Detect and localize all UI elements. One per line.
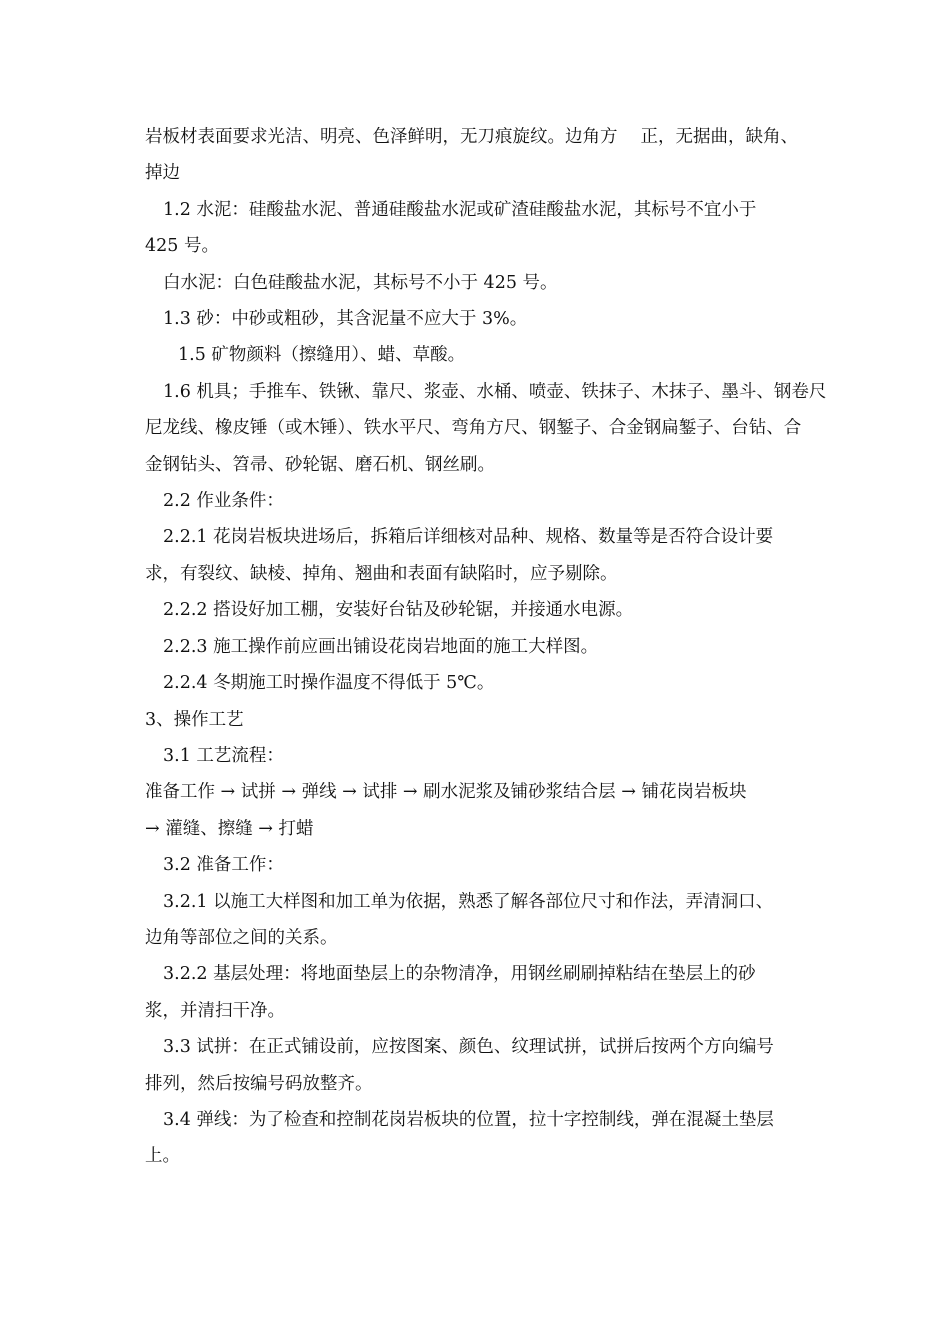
text-line: 3.4 弹线：为了检查和控制花岗岩板块的位置，拉十字控制线，弹在混凝土垫层 bbox=[163, 1109, 774, 1130]
text-line: 3.3 试拼：在正式铺设前，应按图案、颜色、纹理试拼，试拼后按两个方向编号 bbox=[163, 1037, 774, 1058]
text-line: 掉边 bbox=[145, 163, 180, 184]
text-line: 2.2.2 搭设好加工棚，安装好台钻及砂轮锯，并接通水电源。 bbox=[163, 600, 634, 621]
text-line: 2.2 作业条件： bbox=[163, 491, 284, 512]
text-line: 1.3 砂：中砂或粗砂，其含泥量不应大于 3%。 bbox=[163, 309, 528, 330]
paragraph bbox=[145, 738, 810, 774]
text-line: 1.6 机具；手推车、铁锹、靠尺、浆壶、水桶、喷壶、铁抹子、木抹子、墨斗、钢卷尺 bbox=[163, 381, 827, 402]
paragraph bbox=[145, 265, 810, 301]
text-line: 浆，并清扫干净。 bbox=[145, 1000, 285, 1021]
paragraph bbox=[145, 1102, 810, 1175]
text-line: 2.2.4 冬期施工时操作温度不得低于 5℃。 bbox=[163, 673, 495, 694]
text-line: 1.2 水泥：硅酸盐水泥、普通硅酸盐水泥或矿渣硅酸盐水泥，其标号不宜小于 bbox=[163, 199, 757, 220]
text-line: 3.2.1 以施工大样图和加工单为依据，熟悉了解各部位尺寸和作法，弄清洞口、 bbox=[163, 891, 774, 912]
text-line: 边角等部位之间的关系。 bbox=[145, 927, 338, 948]
text-line: 3.2.2 基层处理：将地面垫层上的杂物清净，用钢丝刷刷掉粘结在垫层上的砂 bbox=[163, 964, 756, 985]
paragraph bbox=[145, 629, 810, 665]
paragraph bbox=[145, 192, 810, 265]
text-line: 白水泥：白色硅酸盐水泥，其标号不小于 425 号。 bbox=[163, 272, 558, 293]
paragraph bbox=[145, 774, 810, 847]
text-line: 1.5 矿物颜料（擦缝用）、蜡、草酸。 bbox=[178, 345, 466, 366]
paragraph bbox=[145, 884, 810, 957]
text-line: 金钢钻头、笤帚、砂轮锯、磨石机、钢丝刷。 bbox=[145, 454, 495, 475]
text-line: 岩板材表面要求光洁、明亮、色泽鲜明，无刀痕旋纹。边角方 正，无据曲，缺角、 bbox=[145, 127, 799, 147]
text-line: 2.2.3 施工操作前应画出铺设花岗岩地面的施工大样图。 bbox=[163, 636, 599, 657]
text-line: 上。 bbox=[145, 1146, 180, 1167]
paragraph bbox=[145, 483, 810, 519]
text-line: 排列，然后按编号码放整齐。 bbox=[145, 1073, 373, 1094]
text-line: 3.1 工艺流程： bbox=[163, 745, 284, 766]
paragraph bbox=[145, 956, 810, 1029]
text-line: 准备工作 → 试拼 → 弹线 → 试排 → 刷水泥浆及铺砂浆结合层 → 铺花岗岩板块 bbox=[145, 782, 747, 803]
text-line: 3.2 准备工作： bbox=[163, 855, 284, 876]
paragraph bbox=[145, 1029, 810, 1102]
paragraph bbox=[145, 374, 827, 483]
text-line: 求，有裂纹、缺棱、掉角、翘曲和表面有缺陷时，应予剔除。 bbox=[145, 563, 618, 584]
paragraph bbox=[145, 847, 810, 883]
text-line: 尼龙线、橡皮锤（或木锤）、铁水平尺、弯角方尺、钢錾子、合金钢扁錾子、台钻、合 bbox=[145, 418, 802, 439]
paragraph bbox=[145, 665, 810, 701]
paragraph bbox=[145, 592, 810, 628]
text-line: 425 号。 bbox=[145, 236, 219, 257]
text-line: 2.2.1 花岗岩板块进场后，拆箱后详细核对品种、规格、数量等是否符合设计要 bbox=[163, 527, 774, 548]
paragraph bbox=[145, 519, 810, 592]
document-body bbox=[145, 119, 827, 1175]
text-line: 3、操作工艺 bbox=[145, 709, 244, 730]
paragraph bbox=[145, 702, 810, 738]
paragraph bbox=[145, 301, 810, 337]
paragraph bbox=[145, 337, 810, 373]
text-line: → 灌缝、擦缝 → 打蜡 bbox=[145, 818, 314, 839]
paragraph bbox=[145, 119, 810, 192]
